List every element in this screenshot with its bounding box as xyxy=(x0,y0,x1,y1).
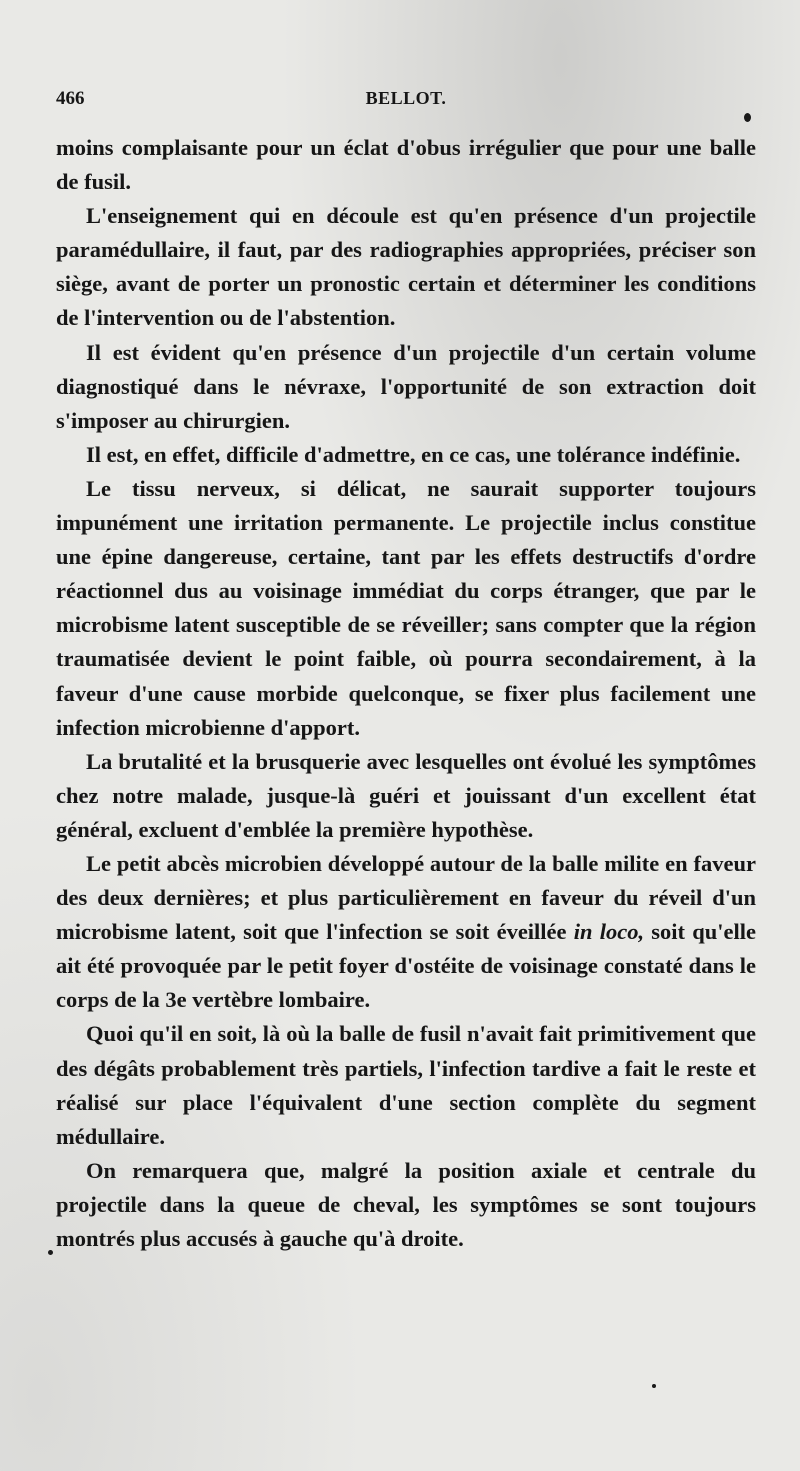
paragraph-8: Quoi qu'il en soit, là où la balle de fusil n'avait fait primitivement que des dégâts probablement très partiels, l'infection tardive a fait le reste et réalisé sur place l'équivalent d'une section complète du segment médullaire. xyxy=(56,1021,756,1149)
paragraph-7-part-2: soit qu'elle ait été provoquée par le petit foyer d'ostéite de voisinage constaté dans le corps de la 3e vertèbre lombaire. xyxy=(56,919,756,1013)
running-head: BELLOT. xyxy=(365,88,447,108)
ink-speck xyxy=(48,1250,53,1255)
paragraph-2: L'enseignement qui en découle est qu'en présence d'un projectile paramédullaire, il faut, par des radiographies appropriées, préciser son siège, avant de porter un pronostic certain et déterminer les conditions de l'intervention ou de l'abstention. xyxy=(56,203,756,331)
paragraph-7 xyxy=(56,847,756,1017)
paragraph-9: On remarquera que, malgré la position axiale et centrale du projectile dans la queue de cheval, les symptômes se sont toujours montrés plus accusés à gauche qu'à droite. xyxy=(56,1157,756,1251)
paragraph-4: Il est, en effet, difficile d'admettre, en ce cas, une tolérance indéfinie. xyxy=(86,441,741,467)
paragraph-3: Il est évident qu'en présence d'un projectile d'un certain volume diagnostiqué dans le névraxe, l'opportunité de son extraction doit s'imposer au chirurgien. xyxy=(56,339,756,433)
ink-speck xyxy=(652,1384,656,1388)
paragraph-7-part-1: Le petit abcès microbien développé autour de la balle milite en faveur des deux dernières; et plus particulièrement en faveur du réveil d'un microbisme latent, soit que l'infection se soit éveillée xyxy=(56,850,756,945)
paragraph-1: moins complaisante pour un éclat d'obus irrégulier que pour une balle de fusil. xyxy=(56,135,756,195)
paragraph-6: La brutalité et la brusquerie avec lesquelles ont évolué les symptômes chez notre malade, jusque-là guéri et jouissant d'un excellent état général, excluent d'emblée la première hypothèse. xyxy=(56,748,756,842)
ink-speck xyxy=(744,113,751,122)
paragraph-5: Le tissu nerveux, si délicat, ne saurait supporter toujours impunément une irritation permanente. Le projectile inclus constitue une épine dangereuse, certaine, tant par les effets destructifs d'ordre réactionnel dus au voisinage immédiat du corps étranger, que par le microbisme latent susceptible de se réveiller; sans compter que la région traumatisée devient le point faible, où pourra secondairement, à la faveur d'une cause morbide quelconque, se fixer plus facilement une infection microbienne d'apport. xyxy=(56,475,756,740)
page-number: 466 xyxy=(56,88,85,109)
page-header xyxy=(56,88,756,116)
body-text xyxy=(56,131,756,1256)
italic-in-loco: in loco, xyxy=(573,919,645,945)
